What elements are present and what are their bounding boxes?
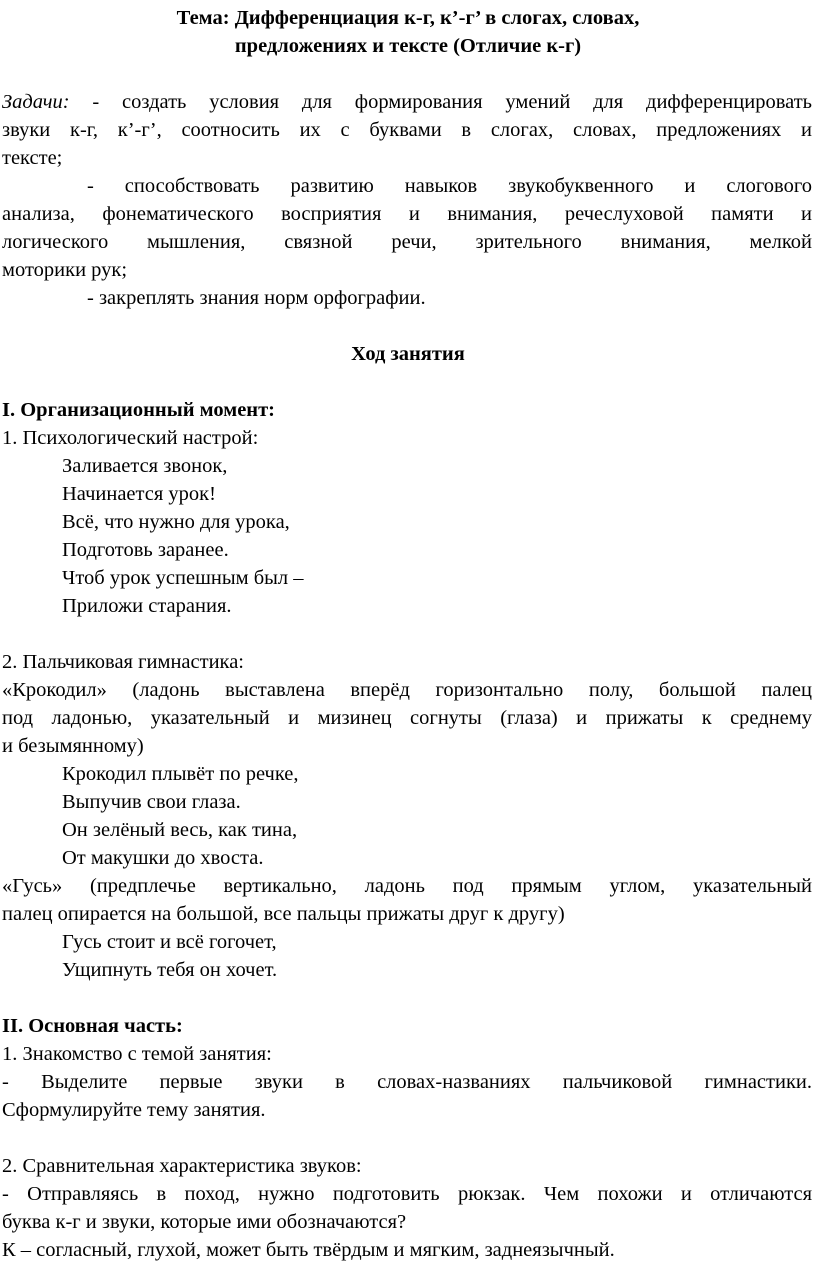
section-1-heading: I. Организационный момент: — [2, 399, 276, 421]
goose-description-line-1: «Гусь» (предплечье вертикально, ладонь под прямым углом, указательный — [2, 875, 812, 897]
tasks-line-7: моторики рук; — [2, 259, 128, 281]
tasks-line-1 — [2, 88, 812, 116]
tasks-line-5: анализа, фонематического восприятия и внимания, речеслуховой памяти и — [2, 203, 812, 225]
lesson-heading: Ход занятия — [351, 343, 465, 365]
goose-poem-line: Ущипнуть тебя он хочет. — [62, 959, 278, 981]
section-1-item-2-title: 2. Пальчиковая гимнастика: — [2, 651, 245, 673]
section-2-item-2-line-1: - Отправляясь в поход, нужно подготовить рюкзак. Чем похожи и отличаются — [2, 1183, 812, 1205]
goose-poem-line: Гусь стоит и всё гогочет, — [62, 931, 277, 953]
crocodile-poem-line: Выпучив свои глаза. — [62, 791, 241, 813]
crocodile-description-line-2: под ладонью, указательный и мизинец согнуты (глаза) и прижаты к среднему — [2, 707, 812, 729]
poem-line: Приложи старания. — [62, 595, 232, 617]
section-2-item-2-title: 2. Сравнительная характеристика звуков: — [2, 1155, 362, 1177]
section-2-item-1-title: 1. Знакомство с темой занятия: — [2, 1043, 272, 1065]
crocodile-description-line-3: и безымянному) — [2, 735, 144, 757]
tasks-line-2: звуки к-г, к’-г’, соотносить их с буквами в слогах, словах, предложениях и — [2, 119, 812, 141]
tasks-line-3: тексте; — [2, 147, 63, 169]
section-2-item-1-line-2: Сформулируйте тему занятия. — [2, 1099, 266, 1121]
poem-line: Начинается урок! — [62, 483, 216, 505]
poem-line: Всё, что нужно для урока, — [62, 511, 290, 533]
crocodile-poem-line: Крокодил плывёт по речке, — [62, 763, 299, 785]
crocodile-poem-line: Он зелёный весь, как тина, — [62, 819, 298, 841]
poem-line: Подготовь заранее. — [62, 539, 229, 561]
section-2-item-2-line-2: буква к-г и звуки, которые ими обозначаются? — [2, 1211, 407, 1233]
tasks-line-4: - способствовать развитию навыков звукобуквенного и слогового — [87, 175, 812, 197]
tasks-label: Задачи: — [2, 91, 70, 113]
title-line-1: Тема: Дифференциация к-г, к’-г’ в слогах, словах, — [176, 7, 640, 29]
poem-line: Чтоб урок успешным был – — [62, 567, 304, 589]
section-2-item-1-line-1: - Выделите первые звуки в словах-названиях пальчиковой гимнастики. — [2, 1071, 812, 1093]
tasks-line-8: - закреплять знания норм орфографии. — [87, 287, 426, 309]
crocodile-description-line-1: «Крокодил» (ладонь выставлена вперёд горизонтально полу, большой палец — [2, 679, 812, 701]
section-2-item-2-line-3: К – согласный, глухой, может быть твёрдым и мягким, заднеязычный. — [2, 1239, 615, 1261]
section-2-heading: II. Основная часть: — [2, 1015, 183, 1037]
title-line-2: предложениях и тексте (Отличие к-г) — [234, 35, 582, 57]
tasks-line-6: логического мышления, связной речи, зрительного внимания, мелкой — [2, 231, 812, 253]
section-1-item-1-title: 1. Психологический настрой: — [2, 427, 259, 449]
poem-line: Заливается звонок, — [62, 455, 228, 477]
goose-description-line-2: палец опирается на большой, все пальцы прижаты друг к другу) — [2, 903, 565, 925]
tasks-text-1: - создать условия для формирования умений для дифференцировать — [69, 91, 812, 113]
crocodile-poem-line: От макушки до хвоста. — [62, 847, 264, 869]
